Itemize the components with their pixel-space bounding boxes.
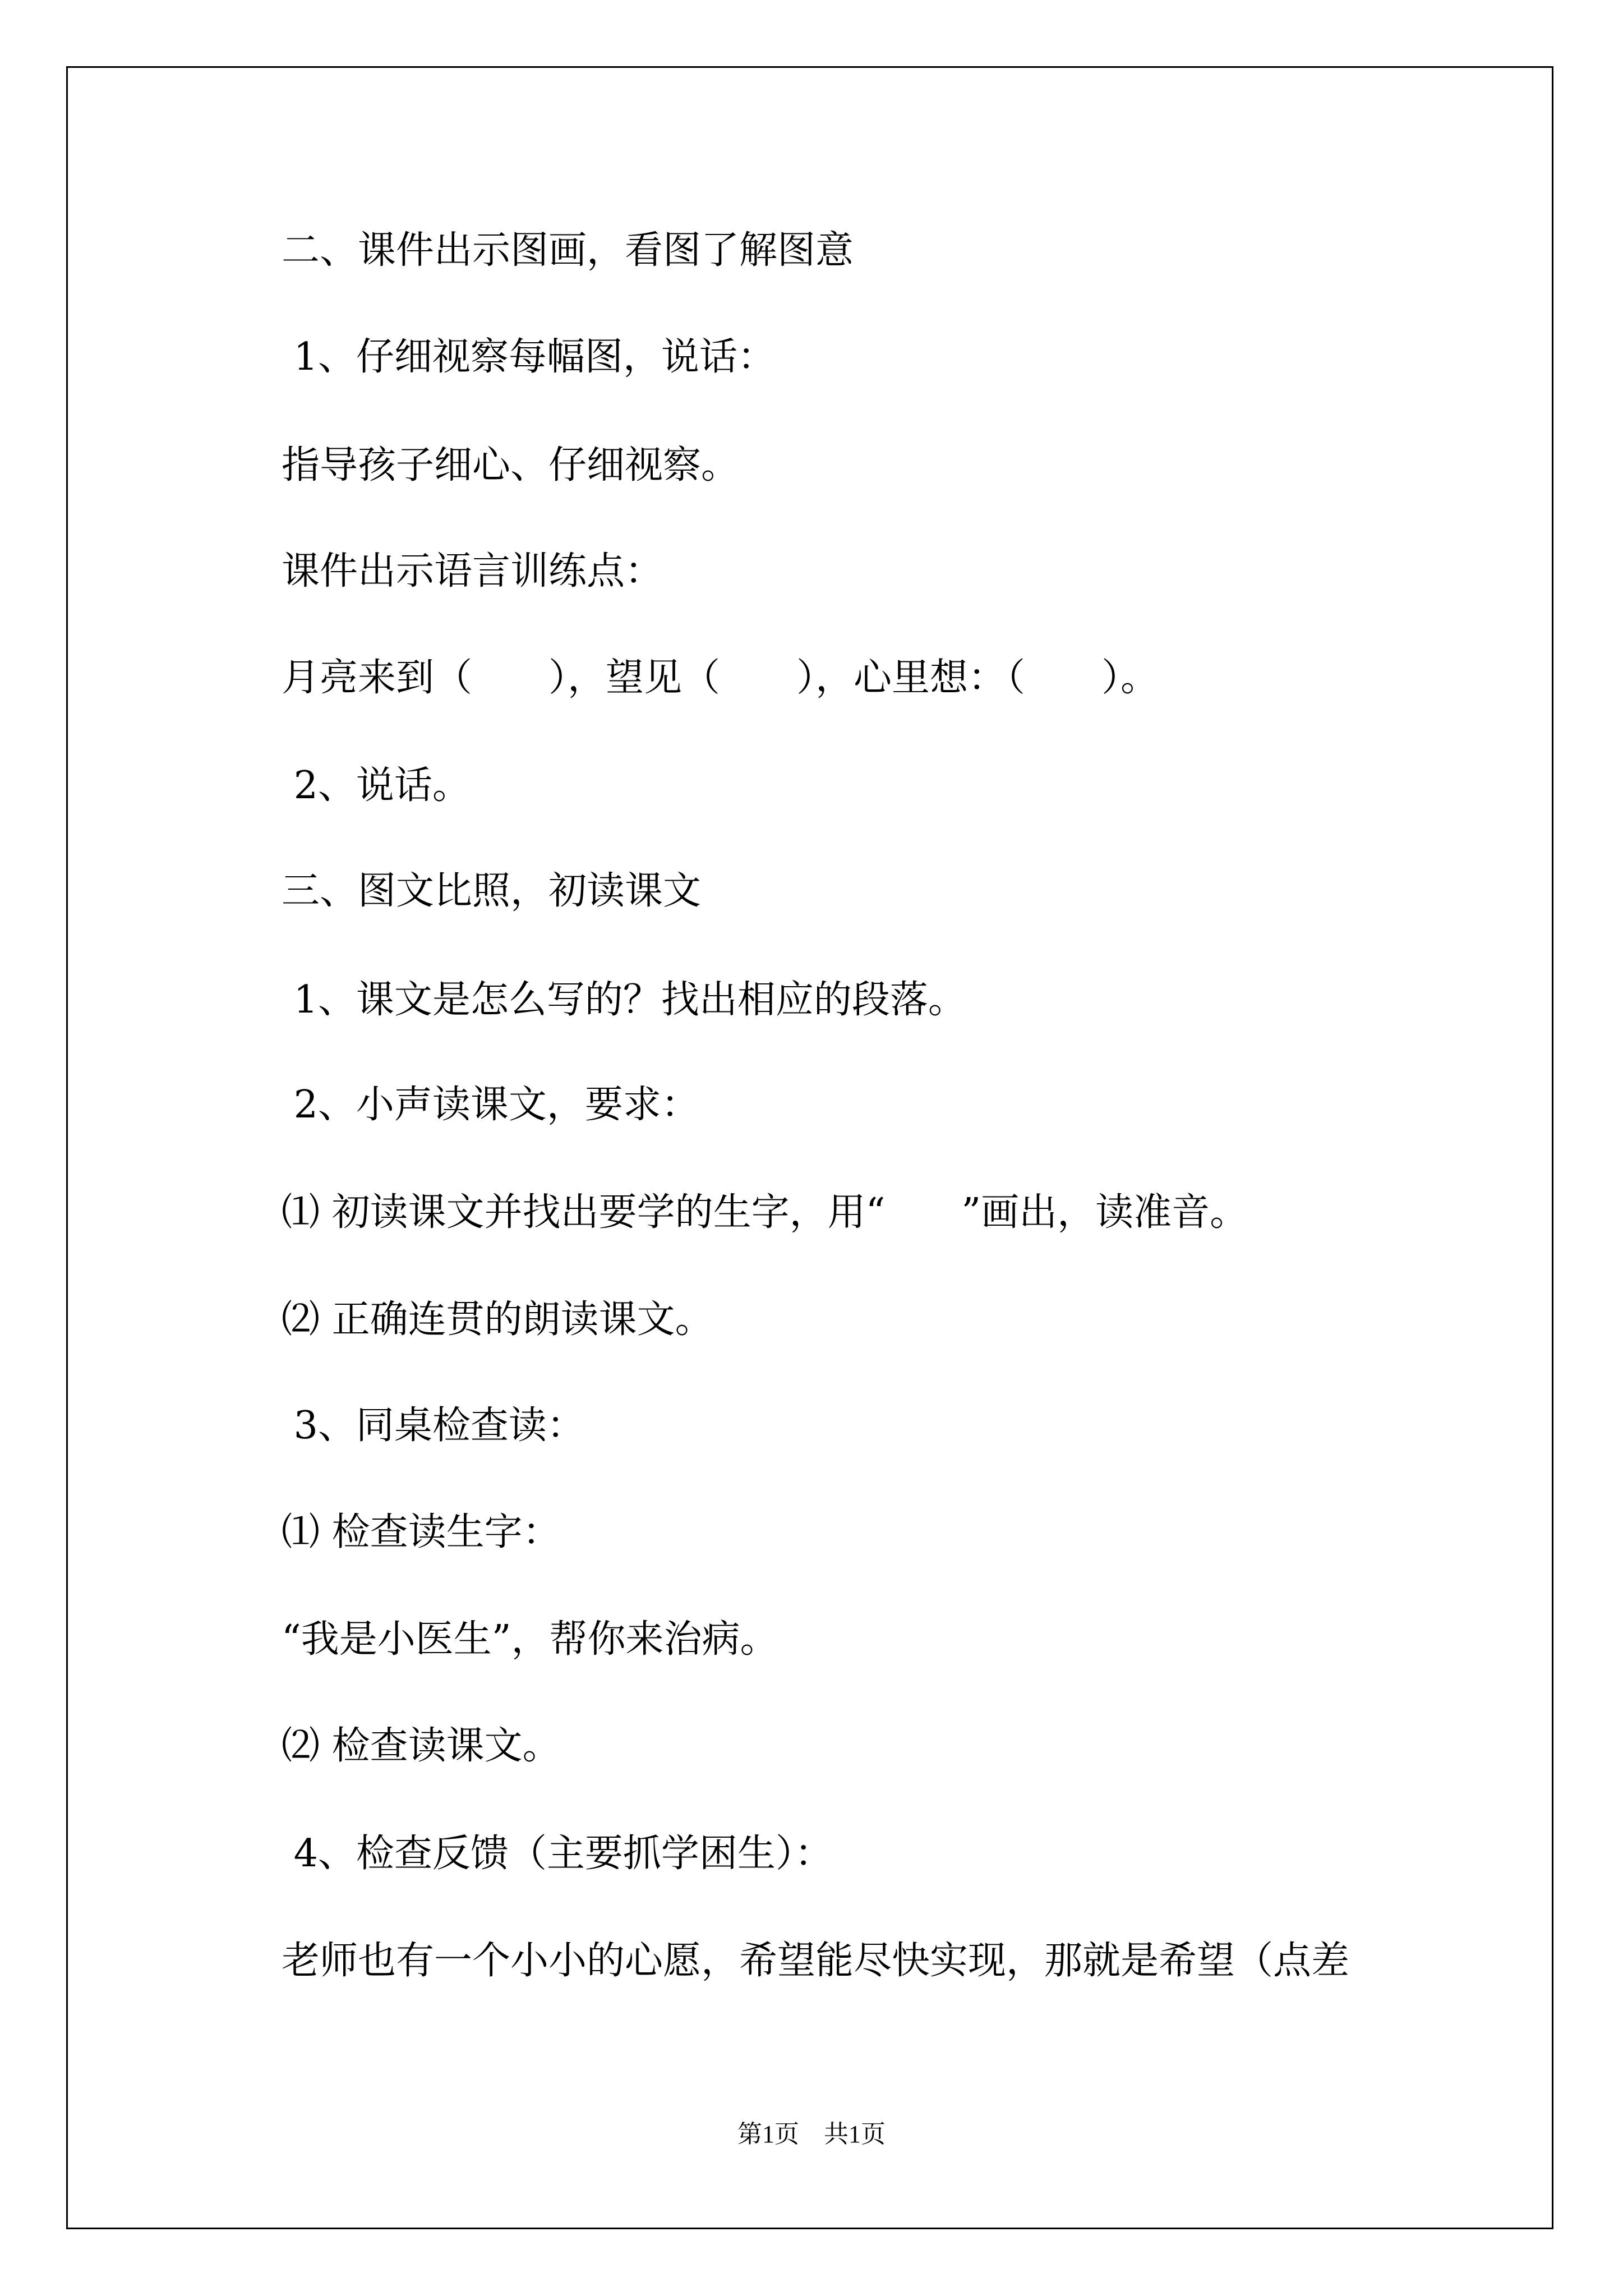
text-line: ⑴ 初读课文并找出要学的生字，用“ ”画出，读准音。: [282, 1190, 1248, 1235]
text-line: 2、说话。: [282, 763, 471, 808]
text-line: 1、仔细视察每幅图，说话：: [282, 335, 776, 379]
page-border: [66, 66, 1553, 2229]
text-line: 二、课件出示图画，看图了解图意: [282, 228, 854, 273]
text-line: 月亮来到（ ），望见（ ），心里想：（ ）。: [282, 656, 1159, 700]
text-line: “我是小医生”，帮你来治病。: [282, 1617, 778, 1662]
text-line: 1、课文是怎么写的？找出相应的段落。: [282, 978, 966, 1022]
text-line: ⑵ 正确连贯的朗读课文。: [282, 1297, 713, 1342]
page-number-footer: 第1页 共1页: [737, 2120, 886, 2148]
text-line: ⑵ 检查读课文。: [282, 1724, 561, 1768]
text-line: 老师也有一个小小的心愿，希望能尽快实现，那就是希望（点差: [282, 1939, 1350, 1983]
text-line: 2、小声读课文，要求：: [282, 1083, 699, 1127]
text-line: ⑴ 检查读生字：: [282, 1510, 561, 1554]
text-line: 4、检查反馈（主要抓学困生）：: [282, 1832, 833, 1876]
text-line: 课件出示语言训练点：: [282, 549, 663, 593]
text-line: 指导孩子细心、仔细视察。: [282, 443, 740, 487]
text-line: 3、同桌检查读：: [282, 1404, 585, 1448]
text-line: 三、图文比照，初读课文: [282, 869, 702, 913]
